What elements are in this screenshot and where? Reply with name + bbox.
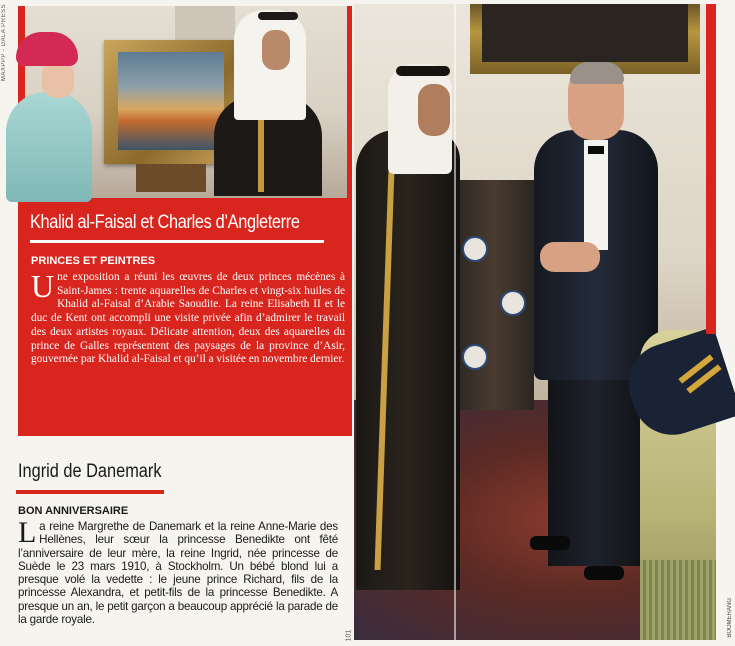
- painting-canvas: [118, 52, 224, 150]
- page-fold-seam: [454, 4, 456, 640]
- plate: [462, 236, 488, 262]
- feature-kicker: PRINCES ET PEINTRES: [31, 255, 156, 267]
- prince-agal: [258, 12, 298, 20]
- page-number: 101: [345, 629, 353, 642]
- article-title: Ingrid de Danemark: [18, 461, 162, 482]
- article-body-text: a reine Margrethe de Danemark et la reine Anne-Marie des Hellènes, leur sœur la princesse Benedikte ont fêté l’anniversaire de leur mère, la reine Ingrid, née princesse de Suède le 23 mars 1910, à Stockholm. Un bébé blond lui a presque volé la vedette : le jeune prince Richard, fils de la princesse Alexandra, et petit-fils de la princesse Benedikte. A presque un an, le petit garçon a beaucoup apprécié la parade de la garde royale.: [18, 520, 339, 627]
- feature-title: Khalid al-Faisal et Charles d’Angleterre: [30, 212, 300, 233]
- plate: [462, 344, 488, 370]
- bow-tie: [588, 146, 604, 154]
- prince-face: [418, 84, 450, 136]
- photo-credit-left: MAXPPP - DALA PRESS: [1, 4, 7, 82]
- easel: [136, 164, 206, 192]
- frame-painting: [482, 4, 688, 62]
- article-body: [18, 516, 339, 627]
- queen-figure: [6, 92, 92, 202]
- page-edge-red: [706, 4, 716, 334]
- article-kicker: BON ANNIVERSAIRE: [18, 505, 129, 517]
- charles-shirt: [584, 140, 608, 250]
- feature-body: [31, 268, 345, 367]
- article-title-rule: [16, 490, 164, 494]
- charles-hands: [540, 242, 600, 272]
- photo-credit-right: BOOMERANG: [727, 598, 733, 638]
- charles-hair: [570, 62, 624, 84]
- shoe: [584, 566, 624, 580]
- prince-face: [262, 30, 290, 70]
- prince-robe: [356, 130, 460, 590]
- feature-title-rule: [30, 240, 324, 243]
- article-dropcap: L: [18, 516, 37, 549]
- prince-agal: [396, 66, 450, 76]
- feature-dropcap: U: [31, 268, 55, 304]
- plate: [500, 290, 526, 316]
- shoe: [530, 536, 570, 550]
- armchair-fringe: [640, 560, 716, 640]
- feature-body-text: ne exposition a réuni les œuvres de deux princes mécènes à Saint-James : trente aquarelles de Charles et vingt-six huiles de Khalid al-Faisal d’Arabie Saoudite. La reine Elisabeth II et le duc de Kent ont accompli une visite privée afin d’admirer le travail des deux artistes royaux. Délicate attention, deux des aquarelles du prince de Galles représentent des paysages de la province d’Asir, gouvernée par Khalid al-Faisal et qu’il a visitée en novembre dernier.: [31, 271, 345, 366]
- queen-hat: [16, 32, 78, 66]
